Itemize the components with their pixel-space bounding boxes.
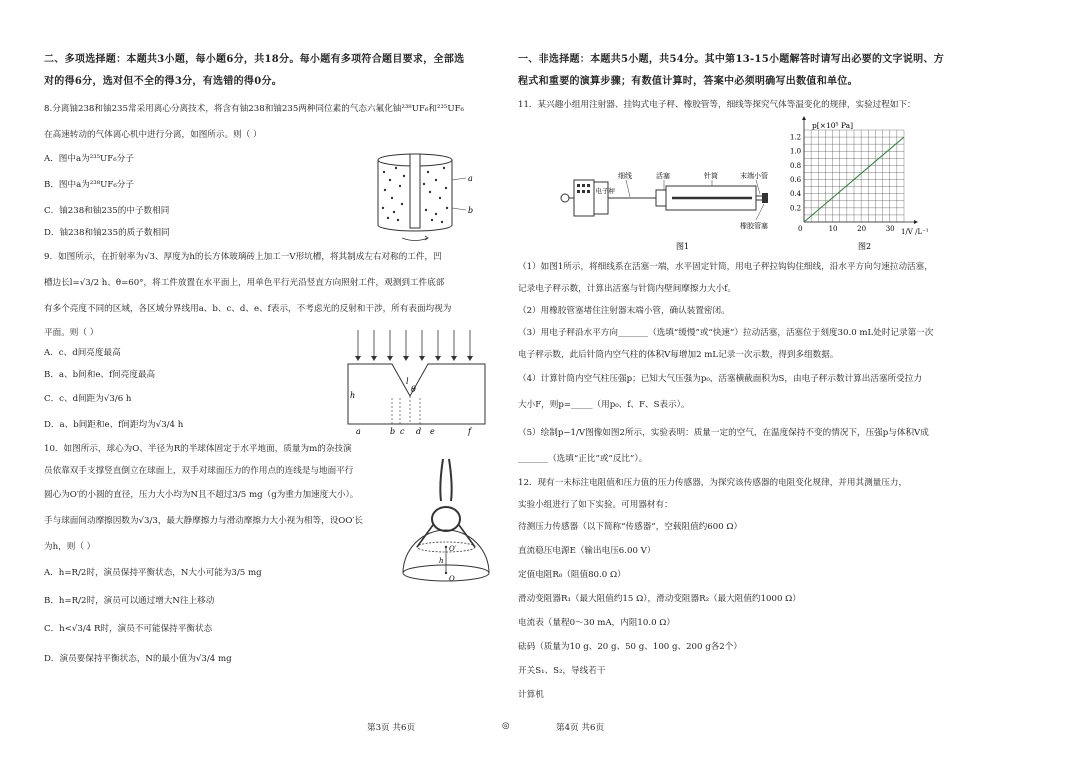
- p-inverse-v-chart: [780, 116, 930, 256]
- q11-step4: （4）计算针筒内空气柱压强p；已知大气压强为p₀，活塞横截面积为S，由电子秤示数计算出活塞所受拉力: [518, 374, 922, 384]
- chart-grid: [804, 130, 904, 222]
- section-heading-cont: 对的得6分，选对但不全的得3分，有选错的得0分。: [44, 76, 283, 87]
- q12-item: 电流表（量程0～30 mA，内阻10.0 Ω）: [518, 618, 676, 628]
- label-string: 细线: [618, 172, 632, 180]
- y-tick-label: 1.2: [790, 133, 802, 142]
- section-heading-cont: 程式和重要的演算步骤；有数值计算时，答案中必须明确写出数值和单位。: [518, 76, 858, 87]
- q11-step1-cont: 记录电子秤示数，计算出活塞与针筒内壁间摩擦力大小f。: [518, 284, 737, 294]
- q9-stem-cont3: 平面。则（ ）: [44, 328, 99, 338]
- q11-step2: （2）用橡胶管塞堵住注射器末端小管，确认装置密闭。: [518, 306, 730, 316]
- left-column: [44, 48, 499, 664]
- q12-item: 定值电阻R₀（阻值80.0 Ω）: [518, 570, 626, 580]
- section-heading: 一、非选择题：本题共5小题，共54分。其中第13-15小题解答时请写出必要的文字说明、方: [518, 54, 945, 65]
- label-l: l: [406, 377, 409, 386]
- q10-option-d: D．演员要保持平衡状态，N的最小值为√3/4 mg: [44, 654, 232, 664]
- label-rubber-stopper: 橡胶管塞: [740, 222, 768, 230]
- q12-stem-cont: 实验小组进行了如下实验。可用器材有：: [518, 500, 673, 510]
- label-b: b: [468, 206, 474, 215]
- q10-stem-cont2: 圆心为O′的小圆的直径，压力大小均为N且不超过3/5 mg（g为重力加速度大小）。: [44, 490, 359, 500]
- y-tick-label: 0.4: [790, 190, 802, 199]
- q12-item: 砝码（质量为10 g、20 g、50 g、100 g、200 g各2个）: [518, 642, 742, 652]
- q11-stem: 11．某兴趣小组用注射器、挂钩式电子秤、橡胶管等，细线等探究气体等温变化的规律，实验过程如下：: [518, 100, 916, 110]
- q12-item: 直流稳压电源E（输出电压6.00 V）: [518, 546, 656, 556]
- y-tick-label: 1.0: [790, 147, 802, 156]
- q10-stem: 10．如图所示，球心为O、半径为R的半球体固定于水平地面，质量为m的杂技演: [44, 444, 352, 454]
- y-tick-label: 0.8: [790, 161, 802, 170]
- chart-y-label: p[×10⁵ Pa]: [812, 121, 854, 130]
- y-axis-arrow: [802, 116, 806, 120]
- x-tick-label: 30: [885, 225, 895, 233]
- q8-option-d: D．铀238和铀235的质子数相同: [44, 228, 170, 238]
- label-e: e: [430, 427, 435, 436]
- x-tick-label: 0: [798, 225, 803, 233]
- section-heading: 二、多项选择题：本题共3小题，每小题6分，共18分。每小题有多项符合题目要求，全部选: [44, 54, 465, 65]
- q12-item: 滑动变阻器R₁（最大阻值约15 Ω），滑动变阻器R₂（最大阻值约1000 Ω）: [518, 594, 801, 604]
- label-electronic-scale: 电子秤: [595, 187, 615, 195]
- label-b: b: [390, 427, 396, 436]
- q10-stem-cont4: 为h，则（ ）: [44, 542, 96, 552]
- incident-light-rays: [358, 330, 470, 358]
- q11-step1: （1）如图1所示，将细线系在活塞一端，水平固定针筒，用电子秤拉钩钩住细线，沿水平方向匀速拉动活塞，: [518, 262, 933, 272]
- label-piston: 活塞: [656, 172, 670, 180]
- q11-step5-cont: _______（选填“正比”或“反比”）。: [518, 454, 648, 464]
- q12-item: 开关S₁、S₂，导线若干: [518, 666, 606, 676]
- q8-option-b: B．图中a为²³⁸UF₆分子: [44, 180, 134, 190]
- label-f: f: [468, 427, 471, 436]
- figure-2-caption: 图2: [858, 242, 872, 251]
- q8-stem-cont: 在高速转动的气体离心机中进行分离，如图所示。则（ ）: [44, 130, 262, 140]
- figure-1-caption: 图1: [676, 242, 690, 251]
- label-theta: θ: [411, 385, 416, 394]
- q12-stem: 12．现有一未标注电阻值和压力值的压力传感器，为探究该传感器的电阻变化规律，并用其测量压力，: [518, 478, 908, 488]
- y-tick-label: 0.6: [790, 176, 802, 185]
- q12-item: 待测压力传感器（以下简称“传感器”，空载阻值约600 Ω）: [518, 522, 743, 532]
- page-number-left: 第3页 共6页: [367, 723, 416, 733]
- q8-stem: 8.分离铀238和铀235常采用离心分离技术，将含有铀238和铀235两种同位素的气态六氟化铀²³⁸UF₆和²³⁵UF₆: [44, 104, 464, 114]
- v-groove-figure: [340, 328, 490, 438]
- q11-step5: （5）绘制p−1/V图像如图2所示，实验表明：质量一定的空气，在温度保持不变的情况下，压强p与体积V成: [518, 428, 929, 438]
- q9-option-b: B．a、b间和e、f间亮度最高: [44, 370, 156, 380]
- acrobat-hemisphere-figure: [395, 455, 495, 595]
- q9-stem-cont2: 有多个亮度不同的区域，各区域分界线用a、b、c、d、e、f表示，不考虑光的反射和干涉，所有表面均视为: [44, 304, 452, 314]
- x-tick-label: 10: [828, 225, 838, 233]
- centrifuge-figure: [370, 150, 480, 245]
- label-o-prime: O′: [449, 545, 457, 553]
- q10-option-b: B．h=R/2时，演员可以通过增大N往上移动: [44, 596, 215, 606]
- chart-x-label: 1/V /L⁻¹: [901, 228, 929, 236]
- label-a: a: [356, 427, 361, 436]
- q9-stem-cont: 槽边长l=√3/2 h、θ=60°，将工件放置在水平面上，用单色平行光沿竖直方向照射工件，观测到工件底部: [44, 278, 445, 288]
- q9-option-d: D．a、b间距和e、f间距均为√3/4 h: [44, 420, 184, 430]
- label-o: O: [449, 575, 455, 583]
- label-c: c: [400, 427, 405, 436]
- q8-option-c: C．铀238和铀235的中子数相同: [44, 206, 170, 216]
- q9-option-c: C．c、d间距为√3/6 h: [44, 394, 132, 404]
- x-tick-label: 20: [857, 225, 867, 233]
- q10-option-c: C．h<√3/4 R时，演员不可能保持平衡状态: [44, 624, 213, 634]
- label-barrel: 针筒: [704, 172, 718, 180]
- q9-option-a: A．c、d间亮度最高: [44, 348, 121, 358]
- binding-mark: ◎: [502, 721, 510, 731]
- label-h: h: [439, 557, 444, 565]
- chart-ticks: [790, 134, 895, 233]
- q11-step3-cont: 电子秤示数，此后针筒内空气柱的体积V每增加2 mL记录一次示数，得到多组数据。: [518, 350, 839, 360]
- q11-step4-cont: 大小F，则p=_____（用p₀、f、F、S表示）。: [518, 400, 690, 410]
- label-end-tube: 末端小管: [740, 172, 768, 180]
- q8-option-a: A．图中a为²³⁵UF₆分子: [44, 154, 134, 164]
- label-h: h: [350, 391, 356, 400]
- q12-item: 计算机: [518, 690, 544, 700]
- y-tick-label: 0.2: [790, 204, 802, 213]
- x-axis-arrow: [914, 220, 918, 224]
- label-d: d: [416, 427, 422, 436]
- page-number-right: 第4页 共6页: [556, 723, 605, 733]
- q10-stem-cont: 员依靠双手支撑竖直倒立在球面上，双手对球面压力的作用点的连线是与地面平行: [44, 466, 354, 476]
- q10-option-a: A．h=R/2时，演员保持平衡状态，N大小可能为3/5 mg: [44, 568, 262, 578]
- syringe-apparatus-figure: [556, 160, 786, 255]
- q11-step3: （3）用电子秤沿水平方向_______（选填“缓慢”或“快速”）拉动活塞，活塞位于刻度30.0 mL处时记录第一次: [518, 328, 934, 338]
- label-a: a: [468, 174, 473, 183]
- q9-stem: 9．如图所示，在折射率为√3、厚度为h的长方体玻璃砖上加工一V形坑槽，将其制成左右对称的工件，凹: [44, 252, 442, 262]
- q10-stem-cont3: 手与球面间动摩擦因数为√3/3，最大静摩擦力与滑动摩擦力大小视为相等，设OO′长: [44, 516, 363, 526]
